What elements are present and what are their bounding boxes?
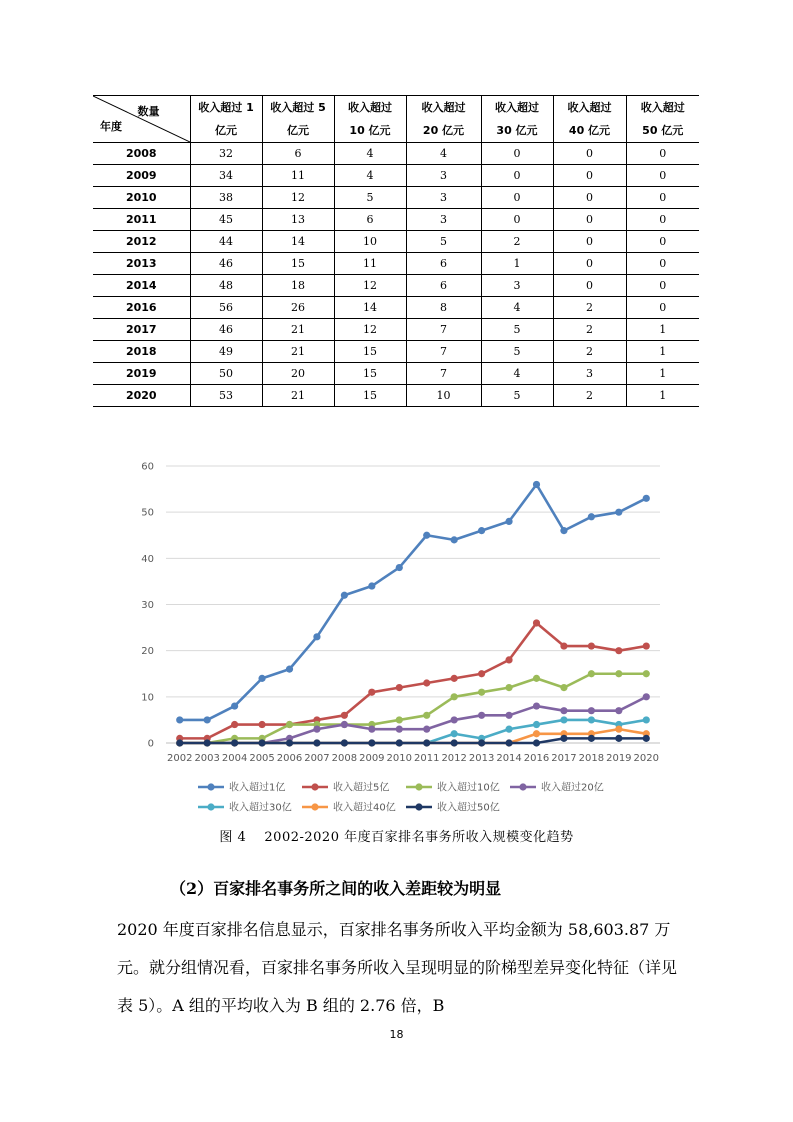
table-row	[93, 297, 699, 319]
count-cell: 3	[553, 363, 626, 385]
data-point	[615, 509, 622, 516]
year-cell: 2011	[93, 209, 190, 231]
column-header-1	[190, 96, 262, 143]
count-cell: 32	[190, 143, 262, 165]
x-tick-label: 2002	[166, 753, 193, 764]
legend-label: 收入超过1亿	[229, 782, 286, 794]
count-cell: 2	[553, 341, 626, 363]
count-cell: 4	[406, 143, 481, 165]
count-cell: 5	[406, 231, 481, 253]
count-cell: 21	[262, 341, 334, 363]
count-cell: 49	[190, 341, 262, 363]
count-cell: 0	[481, 165, 553, 187]
count-cell: 0	[626, 143, 699, 165]
count-cell: 21	[262, 385, 334, 407]
data-point	[231, 739, 238, 746]
data-point	[588, 642, 595, 649]
data-point	[505, 656, 512, 663]
data-point	[423, 532, 430, 539]
x-tick-label: 2014	[496, 753, 522, 764]
column-header-line: 收入超过	[421, 101, 466, 114]
data-point	[231, 702, 238, 709]
year-cell: 2018	[93, 341, 190, 363]
column-header-6	[553, 96, 626, 143]
table-row	[93, 187, 699, 209]
data-point	[505, 518, 512, 525]
y-tick-label: 10	[141, 692, 154, 704]
data-point	[560, 684, 567, 691]
count-cell: 20	[262, 363, 334, 385]
data-point	[176, 716, 183, 723]
count-cell: 0	[553, 253, 626, 275]
count-cell: 5	[481, 341, 553, 363]
table-row	[93, 165, 699, 187]
count-cell: 2	[481, 231, 553, 253]
income-trend-line-chart	[100, 450, 680, 830]
x-tick-label: 2003	[194, 753, 220, 764]
count-cell: 4	[481, 363, 553, 385]
legend-label: 收入超过10亿	[437, 782, 500, 794]
data-point	[533, 619, 540, 626]
x-tick-label: 2007	[304, 753, 330, 764]
count-cell: 18	[262, 275, 334, 297]
count-cell: 1	[626, 363, 699, 385]
count-cell: 15	[334, 385, 406, 407]
count-cell: 12	[334, 275, 406, 297]
legend-label: 收入超过5亿	[333, 782, 390, 794]
count-cell: 0	[481, 143, 553, 165]
data-point	[643, 642, 650, 649]
x-tick-label: 2020	[633, 753, 660, 764]
legend-marker	[415, 803, 422, 810]
corner-label-quantity: 数量	[137, 105, 160, 118]
count-cell: 21	[262, 319, 334, 341]
data-point	[423, 712, 430, 719]
count-cell: 0	[626, 253, 699, 275]
data-point	[286, 721, 293, 728]
column-header-line: 收入超过 1	[198, 101, 254, 114]
y-tick-label: 50	[141, 507, 154, 519]
data-point	[643, 670, 650, 677]
data-point	[533, 481, 540, 488]
data-point	[258, 675, 265, 682]
table-row	[93, 385, 699, 407]
count-cell: 34	[190, 165, 262, 187]
data-point	[396, 739, 403, 746]
data-point	[615, 647, 622, 654]
data-point	[286, 666, 293, 673]
x-tick-label: 2005	[249, 753, 275, 764]
count-cell: 0	[626, 187, 699, 209]
data-point	[560, 642, 567, 649]
column-header-line: 30 亿元	[496, 124, 538, 137]
body-paragraph: 2020 年度百家排名信息显示，百家排名事务所收入平均金额为 58,603.87 万元。就分组情况看，百家排名事务所收入呈现明显的阶梯型差异变化特征（详见表 5）。A 组的平均收入为 B 组的 2.76 倍，B	[117, 920, 678, 1015]
count-cell: 0	[481, 187, 553, 209]
data-point	[423, 679, 430, 686]
table-row	[93, 253, 699, 275]
data-point	[615, 670, 622, 677]
data-point	[451, 739, 458, 746]
year-cell: 2010	[93, 187, 190, 209]
data-point	[588, 707, 595, 714]
count-cell: 7	[406, 319, 481, 341]
data-point	[588, 716, 595, 723]
x-tick-label: 2006	[276, 753, 303, 764]
x-tick-label: 2016	[523, 753, 550, 764]
column-header-line: 收入超过 5	[270, 101, 326, 114]
year-cell: 2016	[93, 297, 190, 319]
legend-label: 收入超过50亿	[437, 802, 500, 814]
data-point	[588, 513, 595, 520]
count-cell: 26	[262, 297, 334, 319]
count-cell: 4	[334, 165, 406, 187]
data-point	[286, 739, 293, 746]
count-cell: 15	[334, 363, 406, 385]
count-cell: 6	[334, 209, 406, 231]
data-point	[533, 721, 540, 728]
data-point	[341, 592, 348, 599]
count-cell: 0	[626, 231, 699, 253]
count-cell: 11	[334, 253, 406, 275]
data-point	[423, 739, 430, 746]
count-cell: 15	[262, 253, 334, 275]
y-tick-label: 30	[141, 600, 154, 611]
data-point	[505, 684, 512, 691]
table-corner-cell	[93, 96, 190, 143]
data-point	[231, 721, 238, 728]
count-cell: 12	[334, 319, 406, 341]
data-point	[588, 735, 595, 742]
year-cell: 2013	[93, 253, 190, 275]
count-cell: 8	[406, 297, 481, 319]
column-header-line: 收入超过	[640, 101, 685, 114]
table-row	[93, 363, 699, 385]
data-point	[560, 527, 567, 534]
corner-label-year: 年度	[100, 120, 122, 133]
count-cell: 46	[190, 253, 262, 275]
data-point	[533, 675, 540, 682]
data-point	[533, 730, 540, 737]
column-header-2	[262, 96, 334, 143]
count-cell: 6	[262, 143, 334, 165]
data-point	[643, 735, 650, 742]
data-point	[396, 716, 403, 723]
count-cell: 4	[481, 297, 553, 319]
count-cell: 1	[626, 319, 699, 341]
count-cell: 0	[626, 275, 699, 297]
data-point	[533, 739, 540, 746]
column-header-line: 40 亿元	[568, 124, 611, 137]
section-heading: （2）百家排名事务所之间的收入差距较为明显	[170, 879, 502, 898]
column-header-line: 收入超过	[348, 101, 392, 114]
count-cell: 10	[334, 231, 406, 253]
data-point	[615, 726, 622, 733]
count-cell: 48	[190, 275, 262, 297]
data-point	[560, 735, 567, 742]
year-cell: 2020	[93, 385, 190, 407]
count-cell: 45	[190, 209, 262, 231]
data-point	[368, 582, 375, 589]
series-line-6	[180, 729, 647, 743]
column-header-4	[406, 96, 481, 143]
data-point	[615, 707, 622, 714]
x-tick-label: 2017	[551, 753, 577, 764]
data-point	[533, 702, 540, 709]
data-point	[258, 721, 265, 728]
x-tick-label: 2004	[221, 753, 248, 764]
table-row	[93, 231, 699, 253]
data-point	[313, 739, 320, 746]
count-cell: 14	[262, 231, 334, 253]
table-row	[93, 275, 699, 297]
count-cell: 56	[190, 297, 262, 319]
count-cell: 1	[481, 253, 553, 275]
income-count-table	[93, 95, 699, 407]
year-cell: 2019	[93, 363, 190, 385]
count-cell: 0	[626, 297, 699, 319]
data-point	[451, 675, 458, 682]
column-header-line: 20 亿元	[422, 124, 465, 137]
data-point	[505, 739, 512, 746]
column-header-7	[626, 96, 699, 143]
column-header-line: 收入超过	[567, 101, 612, 114]
data-point	[396, 564, 403, 571]
data-point	[643, 495, 650, 502]
data-point	[313, 633, 320, 640]
x-tick-label: 2018	[578, 753, 605, 764]
count-cell: 3	[406, 187, 481, 209]
count-cell: 7	[406, 341, 481, 363]
data-point	[478, 527, 485, 534]
data-point	[451, 693, 458, 700]
table-row	[93, 319, 699, 341]
data-point	[588, 670, 595, 677]
data-point	[313, 726, 320, 733]
data-point	[396, 726, 403, 733]
year-cell: 2009	[93, 165, 190, 187]
count-cell: 5	[334, 187, 406, 209]
column-header-3	[334, 96, 406, 143]
x-tick-label: 2008	[331, 753, 358, 764]
data-point	[505, 726, 512, 733]
column-header-line: 50 亿元	[642, 124, 684, 137]
data-point	[560, 707, 567, 714]
data-point	[176, 739, 183, 746]
count-cell: 0	[553, 187, 626, 209]
x-tick-label: 2009	[359, 753, 385, 764]
x-tick-label: 2010	[386, 753, 413, 764]
table-row	[93, 143, 699, 165]
data-point	[451, 716, 458, 723]
page-number: 18	[389, 1028, 404, 1041]
column-header-5	[481, 96, 553, 143]
data-point	[505, 712, 512, 719]
count-cell: 0	[481, 209, 553, 231]
count-cell: 10	[406, 385, 481, 407]
count-cell: 13	[262, 209, 334, 231]
data-point	[451, 536, 458, 543]
count-cell: 0	[553, 165, 626, 187]
table-row	[93, 209, 699, 231]
count-cell: 50	[190, 363, 262, 385]
count-cell: 5	[481, 319, 553, 341]
count-cell: 2	[553, 297, 626, 319]
legend-marker	[311, 803, 318, 810]
count-cell: 3	[481, 275, 553, 297]
data-point	[341, 739, 348, 746]
y-tick-label: 0	[147, 738, 154, 750]
count-cell: 6	[406, 253, 481, 275]
count-cell: 0	[626, 209, 699, 231]
year-cell: 2012	[93, 231, 190, 253]
count-cell: 7	[406, 363, 481, 385]
count-cell: 53	[190, 385, 262, 407]
x-tick-label: 2019	[606, 753, 632, 764]
data-point	[368, 739, 375, 746]
data-point	[204, 739, 211, 746]
y-tick-label: 60	[141, 461, 154, 473]
data-point	[396, 684, 403, 691]
year-cell: 2017	[93, 319, 190, 341]
count-cell: 38	[190, 187, 262, 209]
data-point	[643, 716, 650, 723]
count-cell: 1	[626, 385, 699, 407]
data-point	[643, 693, 650, 700]
count-cell: 14	[334, 297, 406, 319]
legend-marker	[415, 783, 422, 790]
data-point	[341, 712, 348, 719]
data-point	[368, 726, 375, 733]
count-cell: 5	[481, 385, 553, 407]
x-tick-label: 2012	[441, 753, 467, 764]
count-cell: 15	[334, 341, 406, 363]
x-tick-label: 2011	[413, 753, 440, 764]
count-cell: 6	[406, 275, 481, 297]
column-header-line: 10 亿元	[349, 124, 391, 137]
legend-marker	[207, 803, 214, 810]
count-cell: 3	[406, 209, 481, 231]
legend-marker	[311, 783, 318, 790]
count-cell: 0	[626, 165, 699, 187]
column-header-line: 收入超过	[495, 101, 539, 114]
x-tick-label: 2013	[468, 753, 495, 764]
count-cell: 0	[553, 209, 626, 231]
count-cell: 1	[626, 341, 699, 363]
legend-marker	[519, 783, 526, 790]
column-header-line: 亿元	[287, 124, 309, 137]
data-point	[423, 726, 430, 733]
column-header-line: 亿元	[215, 124, 237, 137]
legend-label: 收入超过30亿	[229, 802, 292, 814]
data-point	[204, 716, 211, 723]
legend-label: 收入超过40亿	[333, 802, 396, 814]
year-cell: 2014	[93, 275, 190, 297]
legend-label: 收入超过20亿	[541, 782, 604, 794]
count-cell: 0	[553, 275, 626, 297]
count-cell: 44	[190, 231, 262, 253]
table-header-row	[93, 96, 699, 143]
data-point	[560, 716, 567, 723]
table-row	[93, 341, 699, 363]
data-point	[478, 739, 485, 746]
count-cell: 11	[262, 165, 334, 187]
y-tick-label: 40	[141, 553, 154, 565]
legend-marker	[207, 783, 214, 790]
figure-caption: 图 4 2002-2020 年度百家排名事务所收入规模变化趋势	[219, 830, 574, 845]
count-cell: 2	[553, 385, 626, 407]
data-point	[451, 730, 458, 737]
year-cell: 2008	[93, 143, 190, 165]
data-point	[258, 739, 265, 746]
data-point	[478, 712, 485, 719]
data-point	[341, 721, 348, 728]
data-point	[478, 670, 485, 677]
count-cell: 2	[553, 319, 626, 341]
data-point	[478, 689, 485, 696]
count-cell: 12	[262, 187, 334, 209]
count-cell: 0	[553, 143, 626, 165]
data-point	[615, 735, 622, 742]
count-cell: 0	[553, 231, 626, 253]
count-cell: 46	[190, 319, 262, 341]
data-point	[368, 689, 375, 696]
count-cell: 4	[334, 143, 406, 165]
y-tick-label: 20	[141, 646, 154, 658]
count-cell: 3	[406, 165, 481, 187]
